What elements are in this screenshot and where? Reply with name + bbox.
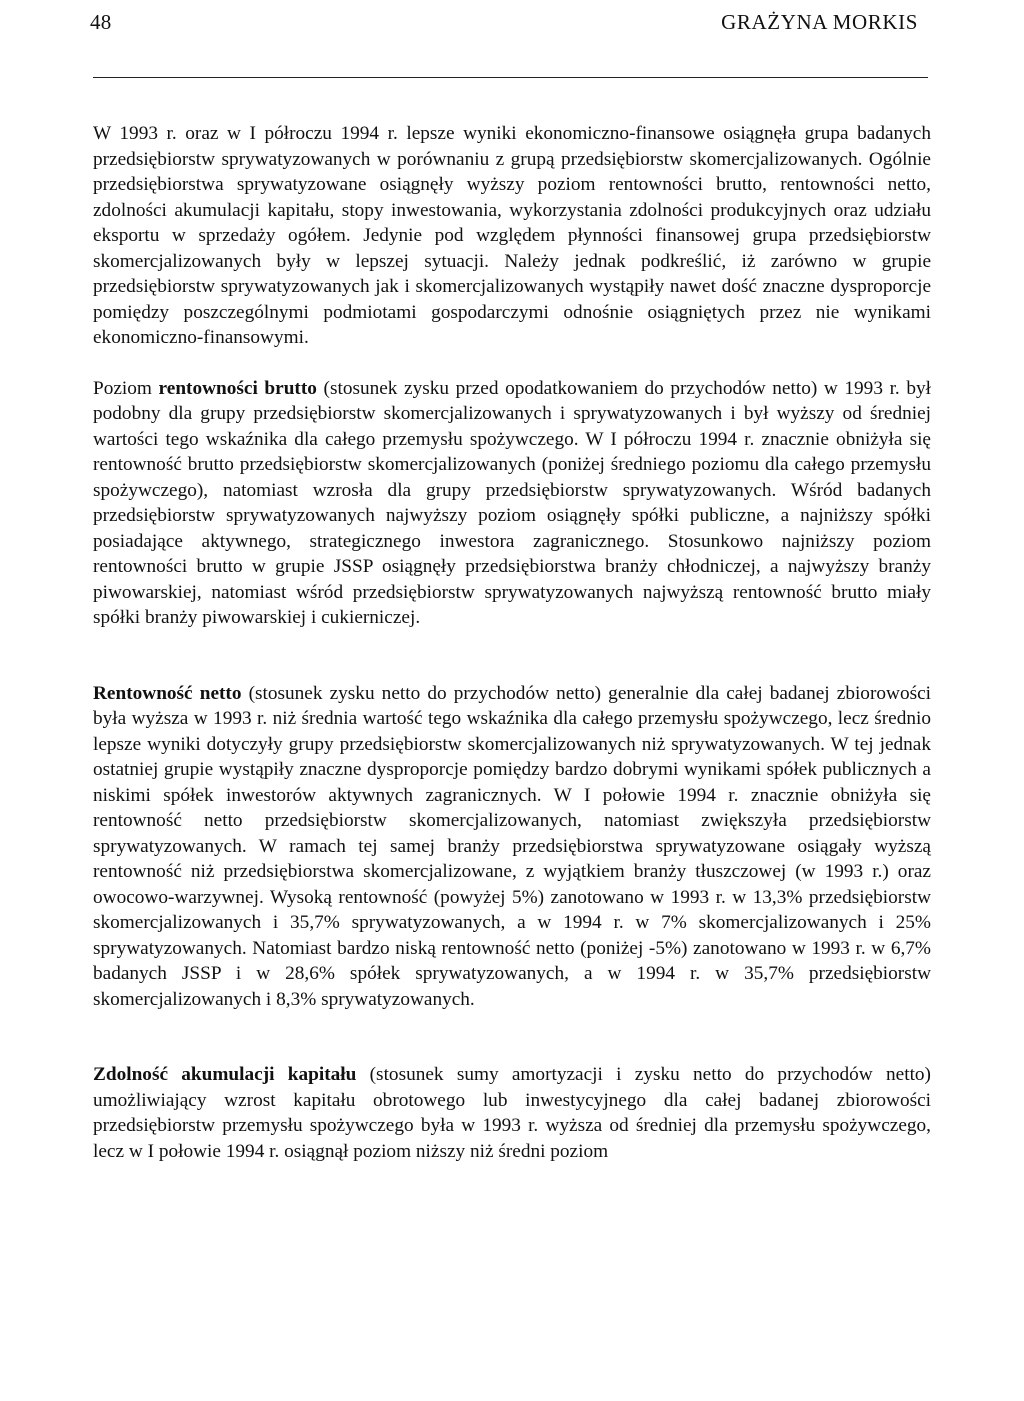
paragraph-capital-accumulation (93, 1062, 931, 1164)
paragraph-gross-profitability (93, 376, 931, 631)
running-head-author: GRAŻYNA MORKIS (721, 10, 918, 34)
term-heading: rentowności brutto (158, 377, 317, 399)
paragraph-text: (stosunek zysku przed opodatkowaniem do przychodów netto) w 1993 r. był podobny dla grupy przedsiębiorstw skomercjalizowanych i sprywatyzowanych i był wyższy od średniej wartości tego wskaźnika dla całego przemysłu spożywczego. W I półroczu 1994 r. znacznie obniżyła się rentowność brutto przedsiębiorstw skomercjalizowanych (poniżej średniego poziomu dla całego przemysłu spożywczego), natomiast wzrosła dla grupy przedsiębiorstw sprywatyzowanych. Wśród badanych przedsiębiorstw sprywatyzowanych najwyższy poziom osiągnęły spółki publiczne, a najniższy spółki posiadające aktywnego, strategicznego inwestora zagranicznego. Stosunkowo najniższy poziom rentowności brutto w grupie JSSP osiągnęły przedsiębiorstwa branży chłodniczej, a najwyższy branży piwowarskiej, natomiast wśród przedsiębiorstw sprywatyzowanych najwyższą rentowność brutto miały spółki branży piwowarskiej i cukierniczej. (93, 377, 931, 628)
term-heading: Zdolność akumulacji kapitału (93, 1064, 357, 1085)
header-rule (93, 77, 928, 78)
term-heading: Rentowność netto (93, 682, 242, 704)
paragraph-summary (93, 121, 931, 351)
paragraph-text: W 1993 r. oraz w I półroczu 1994 r. lepsze wyniki ekonomiczno-finansowe osiągnęła grupa badanych przedsiębiorstw sprywatyzowanych w porównaniu z grupą przedsiębiorstw skomercjalizowanych. Ogólnie przedsiębiorstwa sprywatyzowane osiągnęły wyższy poziom rentowności brutto, rentowności netto, zdolności akumulacji kapitału, stopy inwestowania, wykorzystania zdolności produkcyjnych oraz udziału eksportu w sprzedaży ogółem. Jedynie pod względem płynności finansowej grupa przedsiębiorstw skomercjalizowanych były w lepszej sytuacji. Należy jednak podkreślić, iż zarówno w grupie przedsiębiorstw sprywatyzowanych jak i skomercjalizowanych wystąpiły nawet dość znaczne dysproporcje pomiędzy poszczególnymi podmiotami gospodarczymi odnośnie osiągniętych przez nie wynikami ekonomiczno-finansowymi. (93, 123, 931, 348)
running-head (90, 10, 918, 42)
paragraph-text: (stosunek sumy amortyzacji i zysku netto do przychodów netto) umożliwiający wzrost kapitału obrotowego lub inwestycyjnego dla całej badanej zbiorowości przedsiębiorstw przemysłu spożywczego była w 1993 r. wyższa od średniej dla przemysłu spożywczego, lecz w I połowie 1994 r. osiągnął poziom niższy niż średni poziom (93, 1064, 931, 1162)
body-text (93, 121, 931, 1164)
paragraph-net-profitability (93, 681, 931, 1013)
paragraph-text: (stosunek zysku netto do przychodów netto) generalnie dla całej badanej zbiorowości była wyższa w 1993 r. niż średnia wartość tego wskaźnika dla całego przemysłu spożywczego, lecz średnio lepsze wyniki dotyczyły grupy przedsiębiorstw skomercjalizowanych niż sprywatyzowanych. W tej jednak ostatniej grupie wystąpiły znaczne dysproporcje pomiędzy bardzo dobrymi wynikami spółek publicznych a niskimi spółek inwestorów aktywnych zagranicznych. W I połowie 1994 r. znacznie obniżyła się rentowność netto przedsiębiorstw skomercjalizowanych, natomiast zwiększyła przedsiębiorstw sprywatyzowanych. W ramach tej samej branży przedsiębiorstwa sprywatyzowane osiągały wyższą rentowność niż przedsiębiorstwa skomercjalizowane, z wyjątkiem branży tłuszczowej (w 1993 r.) oraz owocowo-warzywnej. Wysoką rentowność (powyżej 5%) zanotowano w 1993 r. w 13,3% przedsiębiorstw skomercjalizowanych i 35,7% sprywatyzowanych, a w 1994 r. w 7% skomercjalizowanych i 25% sprywatyzowanych. Natomiast bardzo niską rentowność netto (poniżej -5%) zanotowano w 1993 r. w 6,7% badanych JSSP i w 28,6% spółek sprywatyzowanych, a w 1994 r. w 35,7% przedsiębiorstw skomercjalizowanych i 8,3% sprywatyzowanych. (93, 682, 931, 1010)
paragraph-intro: Poziom (93, 377, 152, 399)
page-number: 48 (90, 10, 112, 34)
